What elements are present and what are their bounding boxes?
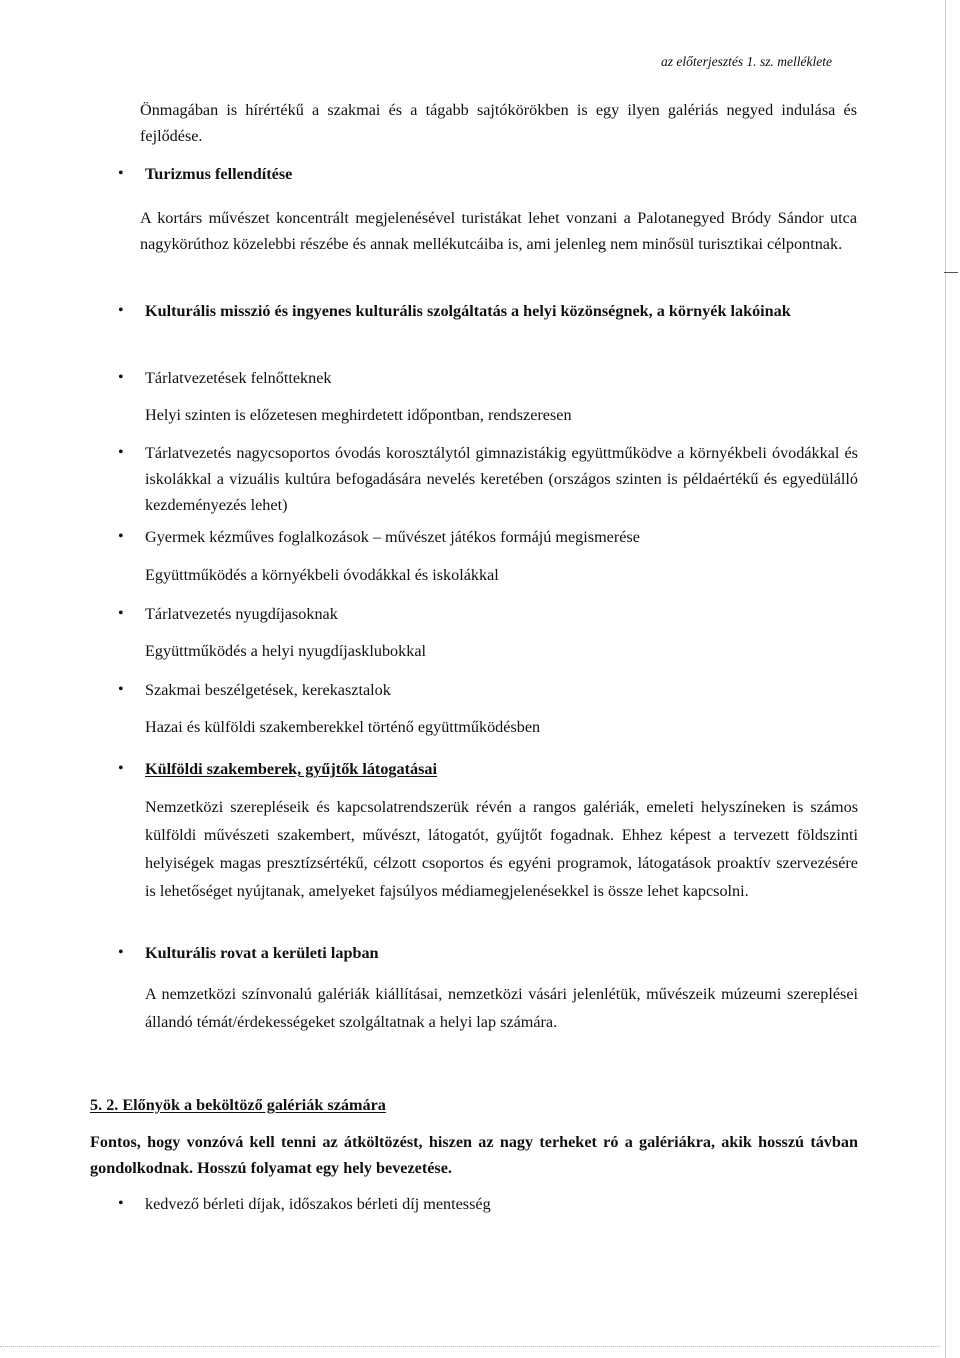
item-text-szakmai: Hazai és külföldi szakemberekkel történő együttműködésben [145,718,541,736]
section-title-kulfoldi [145,756,845,782]
scan-bottom-edge [0,1346,940,1348]
section-title-kulturalis-misszio: Kulturális misszió és ingyenes kulturális szolgáltatás a helyi közönségnek, a környék lakóinak [145,302,791,320]
item-text-nyugdijas: Együttműködés a helyi nyugdíjasklubokkal [145,642,426,660]
item-text-tarlat-felnott: Helyi szinten is előzetesen meghirdetett időpontban, rendszeresen [145,406,572,424]
page-edge-line [945,0,946,1358]
heading-5-2 [90,1092,850,1118]
item-text-gyermek: Együttműködés a környékbeli óvodákkal és iskolákkal [145,566,499,584]
section-title-kulfoldi-text: Külföldi szakemberek, gyűjtők látogatásai [145,760,437,778]
section-title-rovat: Kulturális rovat a kerületi lapban [145,944,379,962]
section-text-turizmus: A kortárs művészet koncentrált megjelenésével turistákat lehet vonzani a Palotanegyed Bródy Sándor utca nagykörúthoz közelebbi részébe és annak mellékutcáiba is, ami jelenleg nem minősül turisztikai célpontnak. [140,209,857,253]
bullet-icon: • [118,1195,124,1212]
intro-paragraph: Önmagában is hírértékű a szakmai és a tágabb sajtókörökben is egy ilyen galériás negyed indulása és fejlődése. [140,101,857,145]
bullet-icon: • [118,444,124,461]
section-text-turizmus-block [140,205,857,257]
bullet-icon: • [118,165,124,182]
section-title-turizmus: Turizmus fellendítése [145,165,293,183]
bullet-icon: • [118,528,124,545]
item-title-szakmai: Szakmai beszélgetések, kerekasztalok [145,681,391,699]
bullet-icon: • [118,605,124,622]
bullet-icon: • [118,302,124,319]
intro-block [140,97,857,149]
heading-5-2-text: 5. 2. Előnyök a beköltöző galériák számára [90,1096,386,1114]
bold-paragraph-block [90,1129,858,1181]
bold-paragraph: Fontos, hogy vonzóvá kell tenni az átköltözést, hiszen az nagy terheket ró a galériákra, akik hosszú távban gondolkodnak. Hosszú folyamat egy hely bevezetése. [90,1133,858,1177]
edge-tick [944,272,958,273]
header-note: az előterjesztés 1. sz. melléklete [661,54,832,69]
item-text-last: kedvező bérleti díjak, időszakos bérleti díj mentesség [145,1195,491,1213]
bullet-icon: • [118,681,124,698]
item-title-tarlat-felnott: Tárlatvezetések felnőtteknek [145,369,332,387]
item-title-gyermek: Gyermek kézműves foglalkozások – művészet játékos formájú megismerése [145,528,640,546]
item-text-rovat-block [145,980,858,1036]
item-text-kulfoldi: Nemzetközi szerepléseik és kapcsolatrendszerük révén a rangos galériák, emeleti helyszíneken is számos külföldi művészeti szakembert, művészt, látogatót, gyűjtőt fogadnak. Ehhez képest a tervezett földszinti helyiségek magas presztízsértékű, célzott csoportos és egyéni programok, látogatások proaktív szervezésére is lehetőséget nyújtanak, amelyeket fajsúlyos médiamegjelenésekkel is össze lehet kapcsolni. [145,798,858,900]
item-text-tarlat-csoport-block [145,440,858,518]
bullet-icon: • [118,944,124,961]
bullet-icon: • [118,369,124,386]
item-text-rovat: A nemzetközi színvonalú galériák kiállításai, nemzetközi vásári jelenlétük, művészeik múzeumi szereplései állandó témát/érdekességeket szolgáltatnak a helyi lap számára. [145,985,858,1031]
item-text-tarlat-csoport: Tárlatvezetés nagycsoportos óvodás korosztálytól gimnazistákig együttműködve a környékbeli óvodákkal és iskolákkal a vizuális kultúra befogadására nevelés keretében (országos szinten is példaértékű és egyedülálló kezdeményezés lehet) [145,444,858,514]
item-text-kulfoldi-block [145,793,858,905]
item-title-nyugdijas: Tárlatvezetés nyugdíjasoknak [145,605,338,623]
bullet-icon: • [118,760,124,777]
